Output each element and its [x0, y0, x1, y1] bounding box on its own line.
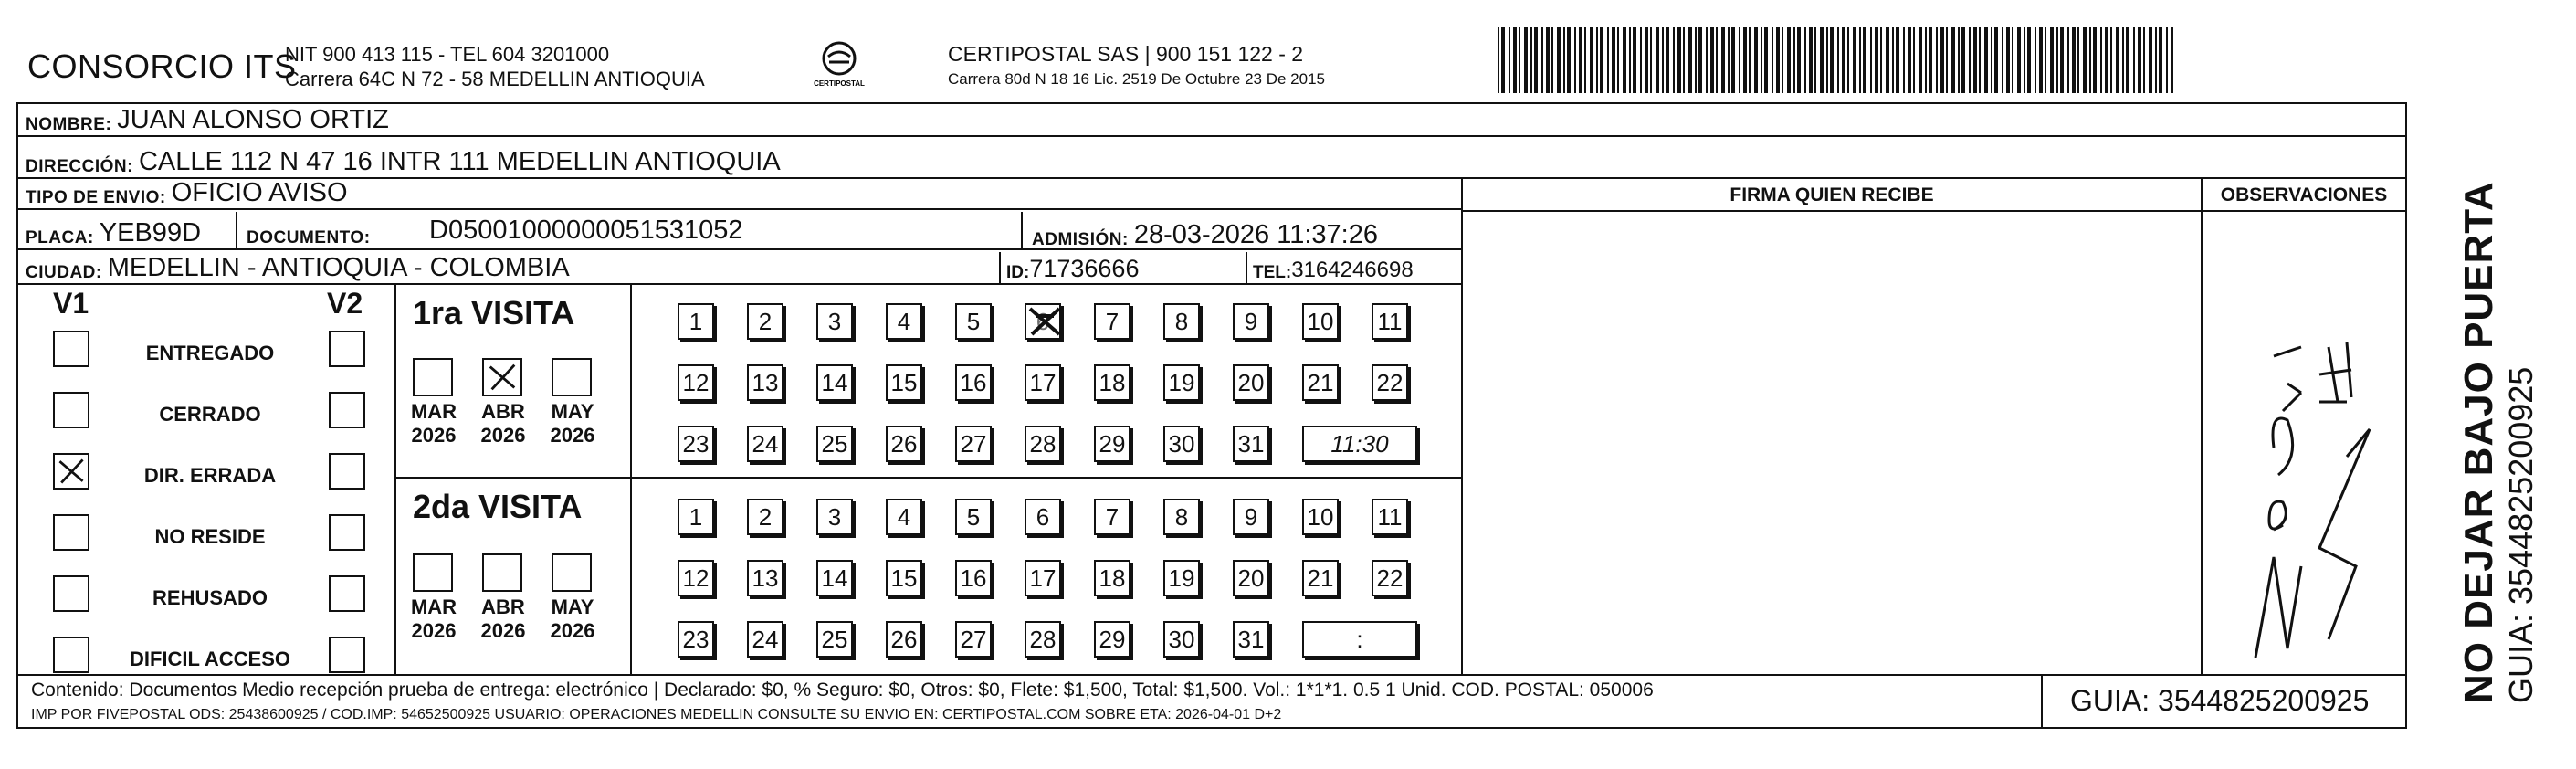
barcode-bar — [2126, 27, 2129, 93]
visit-separator — [394, 477, 1461, 479]
day-box[interactable]: 13 — [747, 560, 783, 596]
barcode-bar — [2159, 27, 2162, 93]
barcode-bar — [1804, 27, 1806, 93]
footer-contenido: Contenido: Documentos Medio recepción prueba de entrega: electrónico | Declarado: $0, % Seguro: $0, Otros: $0, Flete: $1,500, Total: $1,500. Vol.: 1*1*1. 0.5 1 Unid. COD. POSTAL: 050006 — [31, 679, 1654, 701]
day-box[interactable]: 26 — [886, 621, 922, 658]
obs-divider — [2201, 179, 2203, 674]
admision-cell — [1021, 212, 1378, 250]
day-box[interactable]: 2 — [747, 303, 783, 340]
barcode-bar — [2155, 27, 2157, 93]
time-box[interactable]: 11:30 — [1302, 426, 1417, 462]
barcode-bar — [1793, 27, 1795, 93]
month-name: MAR — [410, 595, 457, 618]
barcode-bar — [1913, 27, 1915, 93]
day-box[interactable]: 5 — [955, 303, 992, 340]
barcode-bar — [2166, 27, 2168, 93]
status-label: DIFICIL ACCESO — [129, 648, 290, 670]
day-box[interactable]: 17 — [1025, 364, 1061, 401]
barcode-bar — [1863, 27, 1866, 93]
barcode-bar — [1617, 27, 1619, 93]
barcode-bar — [1782, 27, 1783, 93]
barcode-bar — [1764, 27, 1768, 93]
day-box[interactable]: 7 — [1094, 303, 1130, 340]
nombre-value: JUAN ALONSO ORTIZ — [117, 105, 389, 134]
barcode-bar — [2116, 27, 2119, 93]
month-name: MAY — [551, 595, 594, 618]
certipostal-address: Carrera 80d N 18 16 Lic. 2519 De Octubre 23 De 2015 — [948, 70, 1325, 88]
day-box[interactable]: 18 — [1094, 364, 1130, 401]
month-label — [402, 595, 466, 643]
barcode-bar — [1530, 27, 1532, 93]
barcode-bar — [1509, 27, 1510, 93]
direccion-label: DIRECCIÓN: — [26, 157, 133, 176]
barcode-bar — [1513, 27, 1517, 93]
status-label: REHUSADO — [152, 586, 268, 609]
barcode-bar — [1830, 27, 1834, 93]
day-box[interactable]: 22 — [1372, 560, 1408, 596]
row-direccion — [16, 137, 2407, 179]
day-box[interactable]: 16 — [955, 364, 992, 401]
month-checkbox[interactable] — [482, 358, 522, 396]
barcode-bar — [1870, 27, 1872, 93]
admision-label: ADMISIÓN: — [1032, 230, 1129, 249]
barcode-bar — [1853, 27, 1856, 93]
month-year: 2026 — [411, 619, 457, 642]
day-box[interactable]: 2 — [747, 499, 783, 535]
barcode-bar — [1524, 27, 1528, 93]
barcode-bar — [2093, 27, 2097, 93]
barcode-bar — [1925, 27, 1927, 93]
month-year: 2026 — [480, 424, 526, 447]
month-name: ABR — [481, 595, 525, 618]
barcode-bar — [2105, 27, 2108, 93]
day-box[interactable]: 29 — [1094, 426, 1130, 462]
company-address: Carrera 64C N 72 - 58 MEDELLIN ANTIOQUIA — [285, 68, 705, 90]
barcode-bar — [1590, 27, 1593, 93]
barcode-bar — [1743, 27, 1747, 93]
barcode-bar — [1919, 27, 1922, 93]
documento-value: D05001000000051531052 — [429, 216, 743, 245]
barcode-bar — [1731, 27, 1735, 93]
month-label — [471, 400, 535, 448]
barcode-bar — [2050, 27, 2054, 93]
barcode-bar — [1837, 27, 1839, 93]
day-box[interactable]: 8 — [1163, 303, 1200, 340]
v2-header: V2 — [327, 287, 363, 320]
side-guia: GUIA: 3544825200925 — [2502, 366, 2539, 703]
barcode-bar — [1940, 27, 1944, 93]
barcode-bar — [1754, 27, 1758, 93]
day-box[interactable]: 26 — [886, 426, 922, 462]
barcode-bar — [1961, 27, 1965, 93]
status-label: DIR. ERRADA — [143, 464, 277, 487]
id-cell — [999, 252, 1139, 283]
month-label — [541, 595, 605, 643]
barcode-bar — [1673, 27, 1675, 93]
barcode-bar — [1688, 27, 1692, 93]
day-box[interactable]: 12 — [678, 364, 714, 401]
barcode-bar — [2171, 27, 2173, 93]
barcode-bar — [1706, 27, 1708, 93]
barcode-bar — [1749, 27, 1751, 93]
barcode-bar — [2138, 27, 2141, 93]
barcode-bar — [1826, 27, 1828, 93]
observaciones-header: OBSERVACIONES — [2220, 184, 2388, 205]
barcode-bar — [2143, 27, 2145, 93]
day-box[interactable]: 10 — [1302, 499, 1339, 535]
certipostal-line: CERTIPOSTAL SAS | 900 151 122 - 2 — [948, 42, 1304, 66]
barcode-bar — [1574, 27, 1576, 93]
v1-checkbox[interactable] — [53, 514, 89, 551]
day-box[interactable]: 19 — [1163, 560, 1200, 596]
firma-divider — [1461, 179, 1463, 674]
barcode-bar — [1501, 27, 1505, 93]
day-box[interactable]: 22 — [1372, 364, 1408, 401]
day-box[interactable]: 3 — [816, 499, 853, 535]
barcode-bar — [2006, 27, 2010, 93]
barcode-bar — [2039, 27, 2043, 93]
barcode-bar — [2017, 27, 2021, 93]
v2-checkbox[interactable] — [329, 637, 365, 673]
id-value: 71736666 — [1029, 255, 1140, 282]
month-year: 2026 — [480, 619, 526, 642]
month-label — [541, 400, 605, 448]
v2-checkbox[interactable] — [329, 514, 365, 551]
day-box[interactable]: 6 — [1025, 499, 1061, 535]
barcode-bar — [1946, 27, 1948, 93]
barcode-bar — [2045, 27, 2046, 93]
barcode-bar — [1969, 27, 1971, 93]
barcode-bar — [1563, 27, 1565, 93]
day-box[interactable]: 31 — [1233, 621, 1269, 658]
barcode-bar — [1640, 27, 1642, 93]
month-name: MAY — [551, 400, 594, 423]
day-box[interactable]: 14 — [816, 560, 853, 596]
barcode-bar — [1859, 27, 1861, 93]
barcode-bar — [1698, 27, 1702, 93]
certipostal-logo — [813, 38, 866, 91]
barcode-bar — [2077, 27, 2079, 93]
side-notice — [2456, 181, 2540, 703]
tipo-value: OFICIO AVISO — [171, 178, 348, 207]
barcode-bar — [1623, 27, 1626, 93]
month-label — [471, 595, 535, 643]
day-box[interactable]: 9 — [1233, 499, 1269, 535]
tel-cell — [1246, 252, 1414, 283]
v1-checkbox[interactable] — [53, 637, 89, 673]
barcode-bar — [1776, 27, 1780, 93]
barcode-bar — [1761, 27, 1762, 93]
month-checkbox[interactable] — [552, 553, 592, 592]
month-year: 2026 — [411, 424, 457, 447]
barcode-bar — [1847, 27, 1849, 93]
barcode-bar — [1557, 27, 1561, 93]
barcode-bar — [2067, 27, 2069, 93]
barcode-bar — [1519, 27, 1520, 93]
day-box[interactable]: 13 — [747, 364, 783, 401]
day-box[interactable]: 29 — [1094, 621, 1130, 658]
tel-label: TEL: — [1253, 263, 1292, 282]
v1-checkbox[interactable] — [53, 453, 89, 490]
month-checkbox[interactable] — [413, 358, 453, 396]
barcode-bar — [1656, 27, 1659, 93]
barcode-bar — [1908, 27, 1911, 93]
day-box[interactable]: 16 — [955, 560, 992, 596]
day-box[interactable]: 11 — [1372, 499, 1408, 535]
barcode-bar — [2100, 27, 2102, 93]
ciudad-value: MEDELLIN - ANTIOQUIA - COLOMBIA — [107, 253, 570, 282]
day-box[interactable]: 23 — [678, 621, 714, 658]
barcode-bar — [1650, 27, 1652, 93]
day-box[interactable]: 14 — [816, 364, 853, 401]
day-box[interactable]: 3 — [816, 303, 853, 340]
day-box[interactable]: 31 — [1233, 426, 1269, 462]
day-box[interactable]: 28 — [1025, 426, 1061, 462]
handwritten-note — [2210, 292, 2392, 667]
company-name: CONSORCIO ITS — [27, 47, 297, 85]
barcode-bar — [1903, 27, 1905, 93]
day-box[interactable]: 10 — [1302, 303, 1339, 340]
logo-caption: CERTIPOSTAL — [814, 79, 865, 88]
month-name: ABR — [481, 400, 525, 423]
barcode-bar — [1820, 27, 1824, 93]
day-box[interactable]: 11 — [1372, 303, 1408, 340]
day-box[interactable] — [1025, 303, 1061, 340]
barcode-bar — [2072, 27, 2076, 93]
barcode-bar — [1645, 27, 1648, 93]
ciudad-label: CIUDAD: — [26, 263, 102, 282]
placa-label: PLACA: — [26, 228, 94, 248]
day-box[interactable]: 8 — [1163, 499, 1200, 535]
barcode-bar — [1886, 27, 1889, 93]
barcode-bar — [1979, 27, 1981, 93]
placa-value: YEB99D — [99, 218, 202, 248]
day-box[interactable]: 1 — [678, 499, 714, 535]
day-box[interactable]: 1 — [678, 303, 714, 340]
day-box[interactable]: 5 — [955, 499, 992, 535]
month-name: MAR — [410, 400, 457, 423]
day-box[interactable]: 23 — [678, 426, 714, 462]
day-box[interactable]: 19 — [1163, 364, 1200, 401]
barcode-bar — [2122, 27, 2124, 93]
tel-value: 3164246698 — [1291, 258, 1414, 282]
company-nit: NIT 900 413 115 - TEL 604 3201000 — [285, 43, 610, 66]
id-label: ID: — [1006, 263, 1030, 282]
day-box[interactable]: 9 — [1233, 303, 1269, 340]
day-box[interactable]: 21 — [1302, 560, 1339, 596]
day-box[interactable]: 15 — [886, 560, 922, 596]
barcode-bar — [1896, 27, 1899, 93]
barcode-bar — [2149, 27, 2152, 93]
barcode-bar — [1600, 27, 1603, 93]
v2-checkbox[interactable] — [329, 453, 365, 490]
barcode-bar — [1739, 27, 1740, 93]
barcode-bar — [1546, 27, 1550, 93]
month-checkbox[interactable] — [482, 553, 522, 592]
barcode-bar — [1607, 27, 1609, 93]
barcode-bar — [1842, 27, 1845, 93]
barcode-bar — [1541, 27, 1543, 93]
v2-checkbox[interactable] — [329, 575, 365, 612]
v1-checkbox[interactable] — [53, 331, 89, 367]
barcode-bar — [2035, 27, 2036, 93]
status-label: NO RESIDE — [154, 525, 266, 548]
barcode-bar — [2133, 27, 2135, 93]
day-box[interactable]: 30 — [1163, 426, 1200, 462]
barcode-bar — [2110, 27, 2112, 93]
barcode-bar — [1584, 27, 1586, 93]
barcode-bar — [2012, 27, 2013, 93]
tipo-label: TIPO DE ENVIO: — [26, 188, 166, 207]
barcode-bar — [1951, 27, 1955, 93]
day-number: 6 — [1036, 308, 1050, 335]
barcode-bar — [2060, 27, 2064, 93]
barcode-bar — [2024, 27, 2025, 93]
barcode-bar — [1973, 27, 1977, 93]
day-box[interactable]: 24 — [747, 621, 783, 658]
barcode-bar — [1892, 27, 1894, 93]
barcode-bar — [1612, 27, 1615, 93]
barcode-bar — [1880, 27, 1882, 93]
barcode-bar — [1677, 27, 1681, 93]
day-box[interactable]: 17 — [1025, 560, 1061, 596]
month-checkbox[interactable] — [413, 553, 453, 592]
month-year: 2026 — [550, 619, 595, 642]
barcode-bar — [1633, 27, 1636, 93]
barcode-bar — [1662, 27, 1664, 93]
barcode-bar — [1814, 27, 1816, 93]
barcode-bar — [1984, 27, 1988, 93]
barcode-bar — [1710, 27, 1714, 93]
day-box[interactable]: 18 — [1094, 560, 1130, 596]
v1-checkbox[interactable] — [53, 575, 89, 612]
day-box[interactable]: 4 — [886, 303, 922, 340]
barcode-bar — [1551, 27, 1553, 93]
footer-impresion: IMP POR FIVEPOSTAL ODS: 25438600925 / COD.IMP: 54652500925 USUARIO: OPERACIONES MEDELLIN CONSULTE SU ENVIO EN: CERTIPOSTAL.COM SOBRE ETA: 2026-04-01 D+2 — [31, 707, 1282, 722]
status-label: CERRADO — [159, 403, 261, 426]
v2-checkbox[interactable] — [329, 331, 365, 367]
status-label: ENTREGADO — [145, 342, 275, 364]
day-box[interactable]: 28 — [1025, 621, 1061, 658]
day-box[interactable]: 27 — [955, 621, 992, 658]
barcode-bar — [1994, 27, 1998, 93]
barcode — [1498, 27, 2173, 93]
barcode-bar — [1797, 27, 1801, 93]
barcode-bar — [1666, 27, 1669, 93]
admision-value: 28-03-2026 11:37:26 — [1133, 220, 1378, 249]
day-box[interactable]: 30 — [1163, 621, 1200, 658]
side-no-dejar: NO DEJAR BAJO PUERTA — [2456, 181, 2501, 703]
documento-label: DOCUMENTO: — [247, 228, 371, 248]
day-box[interactable]: 15 — [886, 364, 922, 401]
day-box[interactable]: 4 — [886, 499, 922, 535]
barcode-bar — [1991, 27, 1992, 93]
barcode-bar — [1809, 27, 1813, 93]
barcode-bar — [1728, 27, 1730, 93]
day-box[interactable]: 12 — [678, 560, 714, 596]
day-box[interactable]: 24 — [747, 426, 783, 462]
month-year: 2026 — [550, 424, 595, 447]
nombre-label: NOMBRE: — [26, 115, 112, 134]
day-box[interactable]: 25 — [816, 621, 853, 658]
day-box[interactable]: 20 — [1233, 364, 1269, 401]
barcode-bar — [1787, 27, 1791, 93]
day-box[interactable]: 25 — [816, 426, 853, 462]
row-tipo-envio — [16, 179, 1461, 210]
barcode-bar — [2027, 27, 2031, 93]
certipostal-info — [948, 42, 1325, 91]
time-box[interactable]: : — [1302, 621, 1417, 658]
firma-header: FIRMA QUIEN RECIBE — [1730, 184, 1934, 205]
barcode-bar — [1596, 27, 1598, 93]
barcode-bar — [1498, 27, 1499, 93]
status-divider — [394, 285, 396, 674]
day-box[interactable]: 20 — [1233, 560, 1269, 596]
barcode-bar — [1629, 27, 1631, 93]
v1-header: V1 — [53, 287, 89, 320]
day-box[interactable]: 21 — [1302, 364, 1339, 401]
barcode-bar — [1579, 27, 1582, 93]
guia-number: GUIA: 3544825200925 — [2041, 674, 2402, 727]
barcode-bar — [1534, 27, 1538, 93]
direccion-value: CALLE 112 N 47 16 INTR 111 MEDELLIN ANTIOQUIA — [138, 147, 781, 176]
month-checkbox[interactable] — [552, 358, 592, 396]
barcode-bar — [1567, 27, 1571, 93]
v1-checkbox[interactable] — [53, 392, 89, 428]
v2-checkbox[interactable] — [329, 392, 365, 428]
barcode-bar — [1772, 27, 1773, 93]
barcode-bar — [1716, 27, 1718, 93]
company-info — [285, 42, 705, 91]
barcode-bar — [1875, 27, 1878, 93]
month-label — [402, 400, 466, 448]
row-ciudad — [16, 250, 1461, 285]
barcode-bar — [1958, 27, 1960, 93]
day-box[interactable]: 27 — [955, 426, 992, 462]
visit2-title: 2da VISITA — [413, 488, 583, 525]
barcode-bar — [1683, 27, 1685, 93]
row-nombre — [16, 104, 2407, 137]
visit-divider — [630, 285, 632, 674]
day-box[interactable]: 7 — [1094, 499, 1130, 535]
barcode-bar — [1695, 27, 1697, 93]
visit1-title: 1ra VISITA — [413, 294, 575, 332]
barcode-bar — [1929, 27, 1932, 93]
barcode-bar — [2089, 27, 2091, 93]
barcode-bar — [1936, 27, 1938, 93]
barcode-bar — [2002, 27, 2003, 93]
barcode-bar — [1721, 27, 1725, 93]
barcode-bar — [2083, 27, 2087, 93]
barcode-bar — [2056, 27, 2058, 93]
